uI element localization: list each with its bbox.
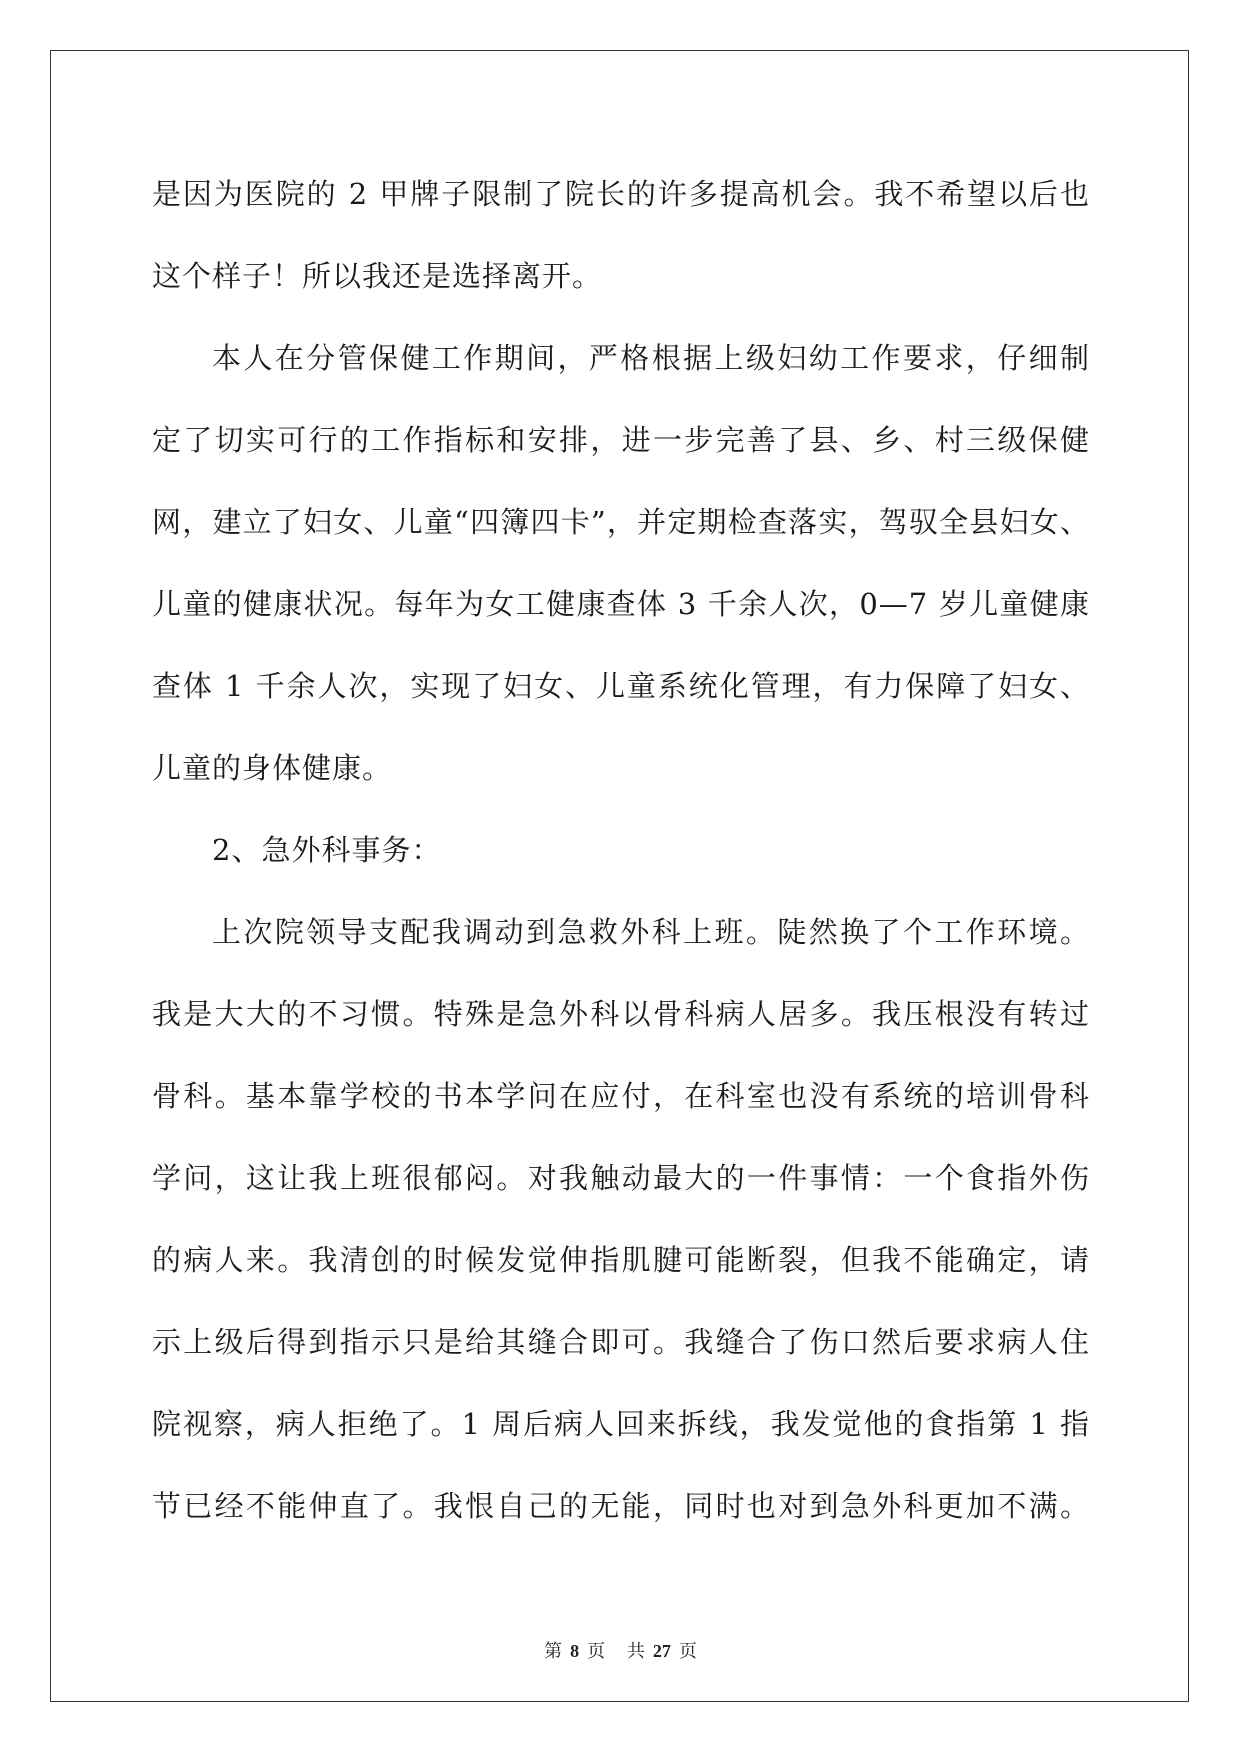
text-line-14: 的病人来。我清创的时候发觉伸指肌腱可能断裂，但我不能确定，请 — [152, 1243, 1090, 1277]
text-line-15: 示上级后得到指示只是给其缝合即可。我缝合了伤口然后要求病人住 — [152, 1325, 1090, 1359]
text-line-12: 骨科。基本靠学校的书本学问在应付，在科室也没有系统的培训骨科 — [152, 1079, 1090, 1113]
text-line-3: 本人在分管保健工作期间，严格根据上级妇幼工作要求，仔细制 — [212, 341, 1090, 375]
total-indicator — [623, 1641, 701, 1662]
text-line-1: 是因为医院的 2 甲牌子限制了院长的许多提高机会。我不希望以后也 — [152, 177, 1090, 211]
text-line-7: 查体 1 千余人次，实现了妇女、儿童系统化管理，有力保障了妇女、 — [152, 669, 1090, 703]
total-pages: 27 — [652, 1641, 671, 1661]
text-line-6: 儿童的健康状况。每年为女工健康查体 3 千余人次，0—7 岁儿童健康 — [152, 587, 1090, 621]
total-prefix: 共 — [626, 1641, 645, 1662]
text-line-2: 这个样子！所以我还是选择离开。 — [152, 259, 603, 293]
section-heading: 2、急外科事务： — [212, 833, 442, 867]
page-number: 8 — [570, 1641, 580, 1661]
page-unit: 页 — [587, 1641, 606, 1662]
text-line-13: 学问，这让我上班很郁闷。对我触动最大的一件事情：一个食指外伤 — [152, 1161, 1090, 1195]
text-line-4: 定了切实可行的工作指标和安排，进一步完善了县、乡、村三级保健 — [152, 423, 1090, 457]
text-line-8: 儿童的身体健康。 — [152, 751, 393, 785]
text-line-10: 上次院领导支配我调动到急救外科上班。陡然换了个工作环境。 — [212, 915, 1090, 949]
page-footer — [0, 1637, 1241, 1663]
text-line-11: 我是大大的不习惯。特殊是急外科以骨科病人居多。我压根没有转过 — [152, 997, 1090, 1031]
page-prefix: 第 — [544, 1641, 563, 1662]
document-body — [152, 160, 1090, 1554]
page-indicator — [540, 1641, 609, 1662]
text-line-5: 网，建立了妇女、儿童“四簿四卡”，并定期检查落实，驾驭全县妇女、 — [152, 505, 1090, 539]
text-line-16: 院视察，病人拒绝了。1 周后病人回来拆线，我发觉他的食指第 1 指 — [152, 1407, 1090, 1441]
total-unit: 页 — [678, 1641, 697, 1662]
text-line-17: 节已经不能伸直了。我恨自己的无能，同时也对到急外科更加不满。 — [152, 1489, 1090, 1523]
